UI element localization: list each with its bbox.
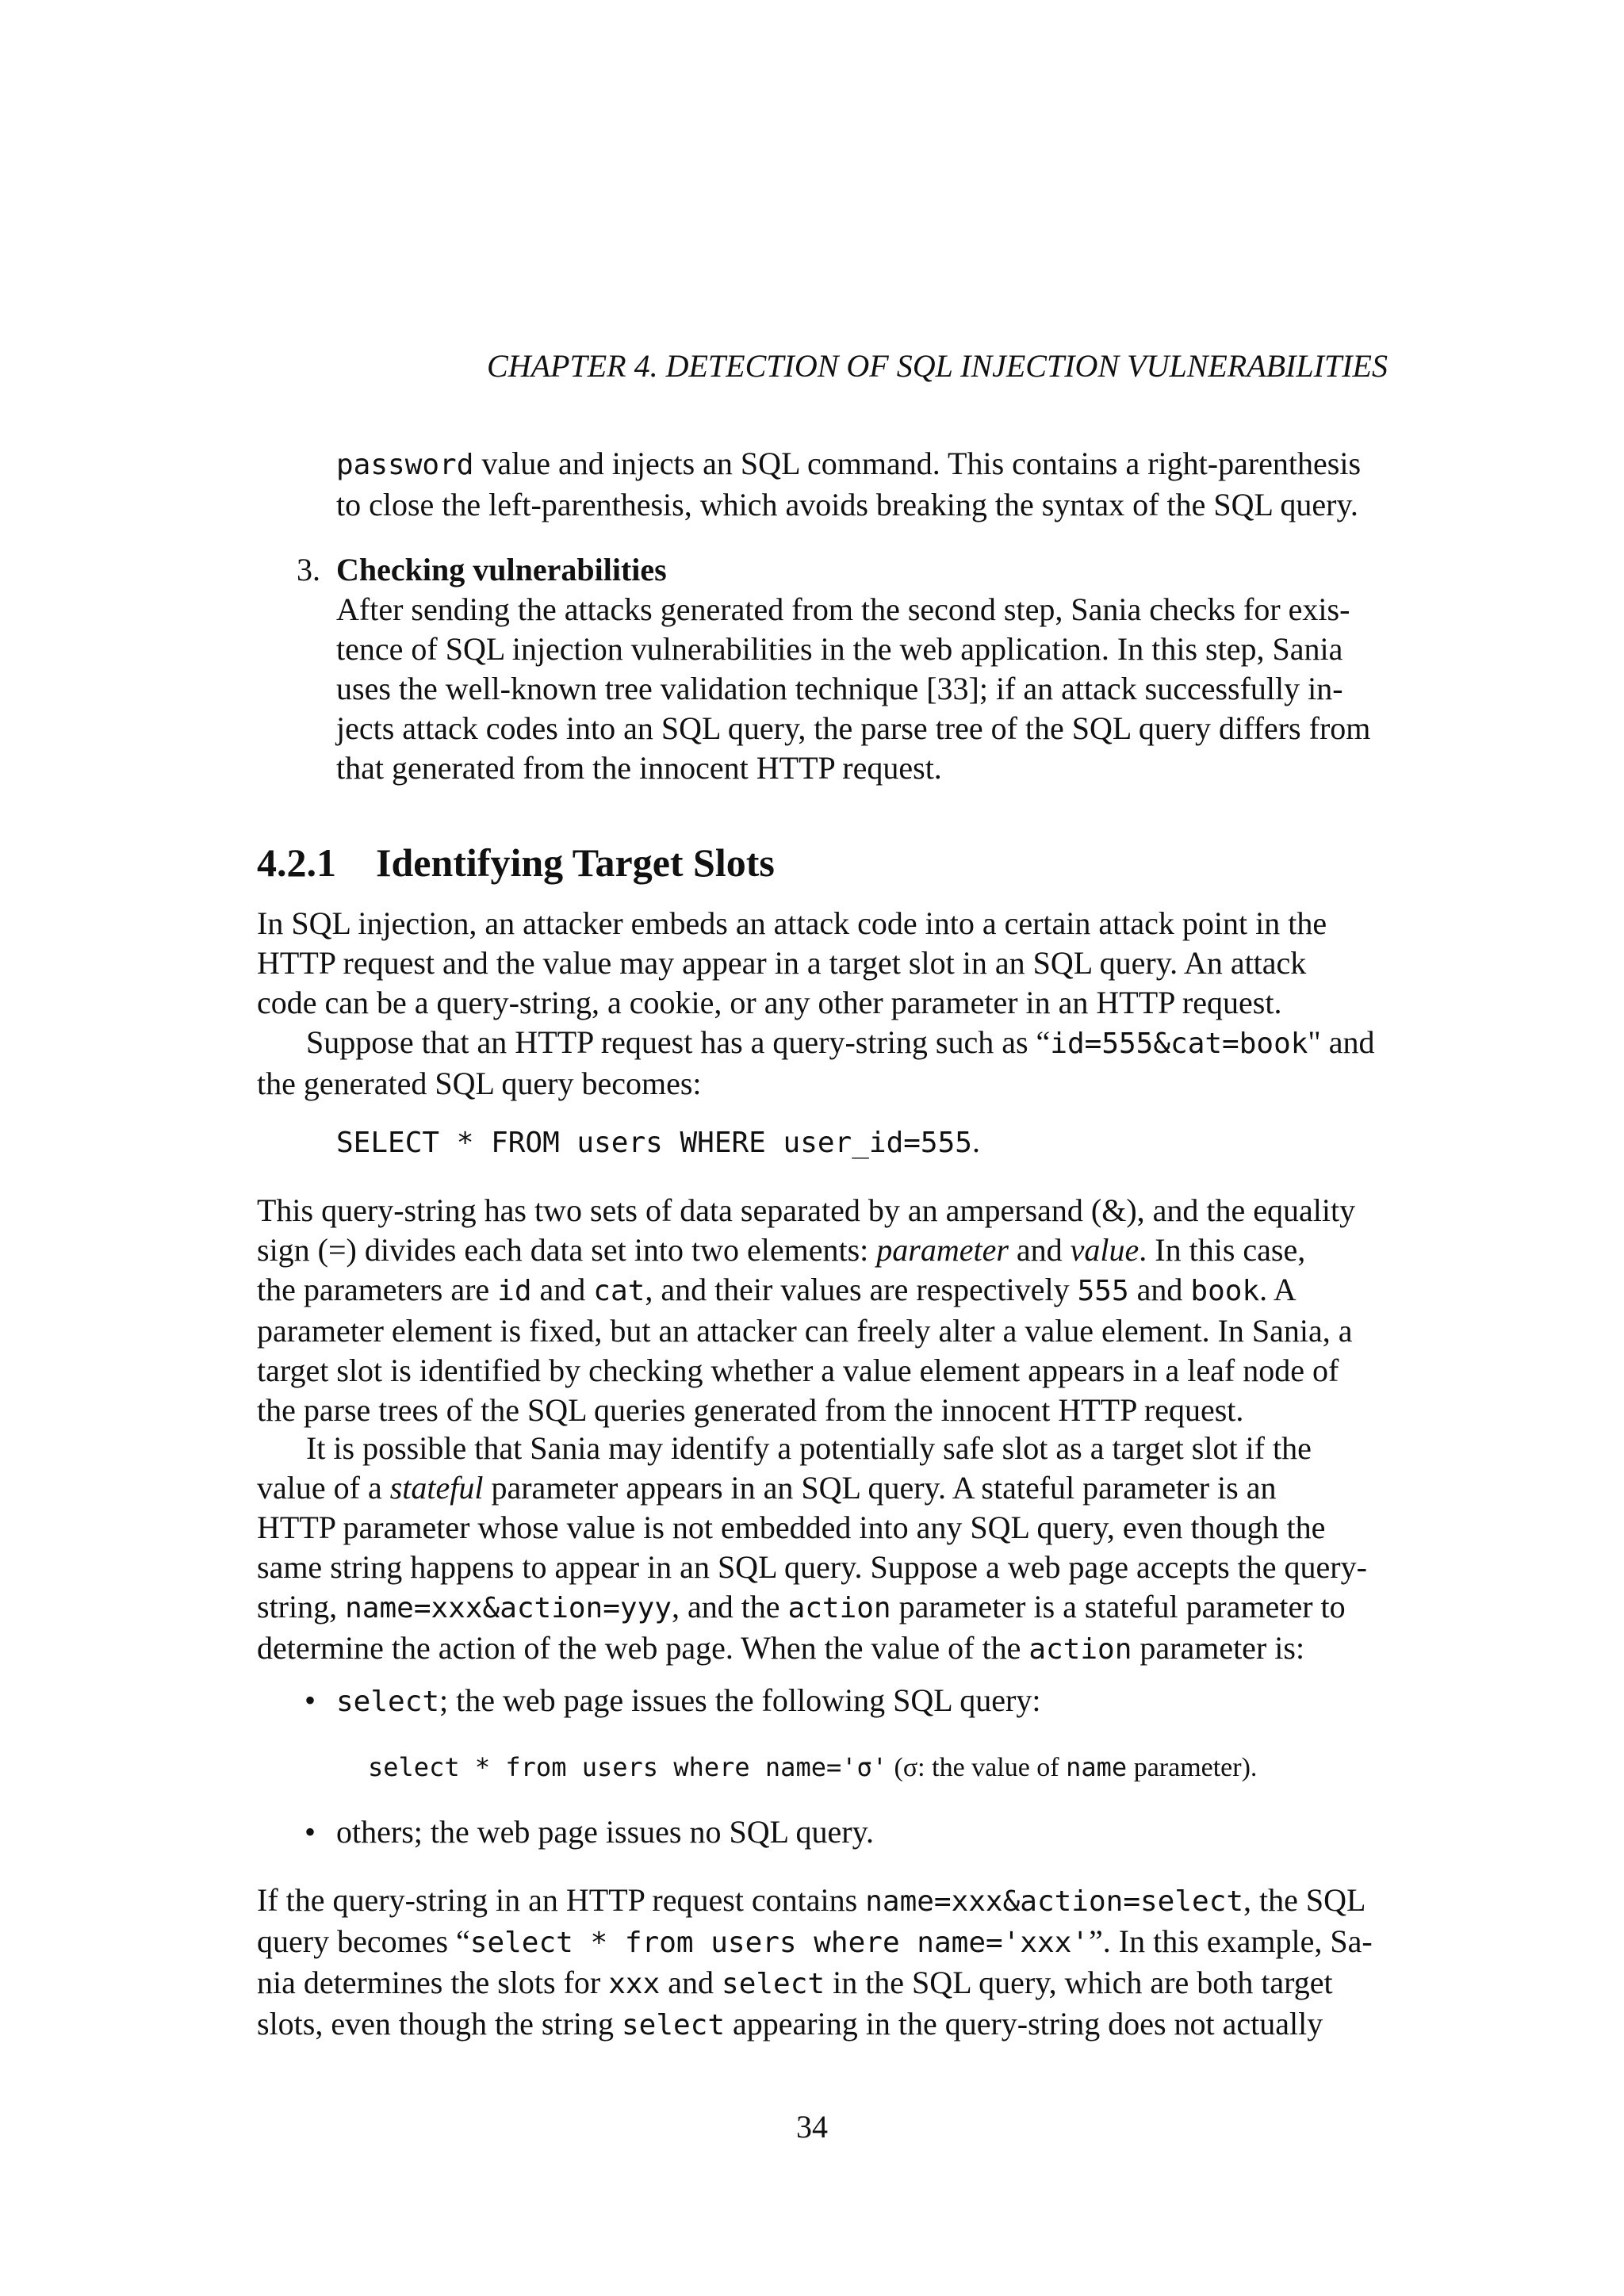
text: and <box>660 1965 722 2000</box>
line: HTTP parameter whose value is not embedded into any SQL query, even though the <box>257 1510 1326 1545</box>
inline-code: xxx <box>608 1968 661 2000</box>
paragraph <box>257 1023 1388 1104</box>
line <box>257 1881 1388 1922</box>
page-number: 34 <box>796 2109 828 2145</box>
line: that generated from the innocent HTTP request. <box>336 750 942 786</box>
list-item-title: Checking vulnerabilities <box>336 552 667 587</box>
line: the parse trees of the SQL queries generated from the innocent HTTP request. <box>257 1392 1244 1428</box>
line: the generated SQL query becomes: <box>257 1066 702 1101</box>
text: " and <box>1308 1024 1375 1060</box>
line <box>257 1023 1388 1064</box>
text: string, <box>257 1589 346 1624</box>
text: , and their values are respectively <box>645 1272 1078 1307</box>
text: , and the <box>671 1589 788 1624</box>
line: It is possible that Sania may identify a potentially safe slot as a target slot if the <box>306 1430 1312 1466</box>
bullet-item-others <box>336 1812 1388 1852</box>
inline-code: name=xxx&action=select <box>865 1885 1244 1918</box>
paragraph <box>257 1881 1388 2045</box>
line: This query-string has two sets of data separated by an ampersand (&), and the equality <box>257 1192 1356 1228</box>
text: (σ: the value of <box>887 1753 1067 1782</box>
paragraph <box>257 1191 1388 1430</box>
line <box>336 1122 1288 1163</box>
inline-code: select <box>621 2009 726 2042</box>
text: sign (=) divides each data set into two elements: <box>257 1232 877 1268</box>
text: parameter is: <box>1132 1630 1305 1666</box>
list-item-number: 3. <box>297 552 320 587</box>
text: and <box>1128 1272 1191 1307</box>
emphasis: parameter <box>876 1232 1009 1268</box>
text: parameter is a stateful parameter to <box>891 1589 1346 1624</box>
inline-code: select <box>722 1968 825 2000</box>
line <box>368 1747 1388 1788</box>
inline-code: action <box>787 1592 891 1624</box>
text: value of a <box>257 1470 390 1506</box>
inline-code: book <box>1190 1275 1260 1307</box>
inline-code: select <box>336 1686 440 1718</box>
bullet-item-select <box>336 1681 1388 1722</box>
inline-code: action <box>1028 1633 1132 1666</box>
line <box>257 1587 1388 1628</box>
line <box>257 1468 1388 1508</box>
emphasis: stateful <box>389 1470 484 1506</box>
line: code can be a query-string, a cookie, or any other parameter in an HTTP request. <box>257 985 1282 1020</box>
display-sql-query <box>336 1122 1288 1163</box>
section-number: 4.2.1 <box>257 840 336 885</box>
inline-code: select * from users where name='xxx' <box>469 1927 1090 1959</box>
inline-code: id=555&cat=book <box>1050 1027 1308 1060</box>
line: target slot is identified by checking whether a value element appears in a leaf node of <box>257 1353 1339 1388</box>
text: and <box>531 1272 594 1307</box>
text: ; the web page issues the following SQL query: <box>439 1682 1041 1718</box>
paragraph <box>257 904 1388 1023</box>
text: Suppose that an HTTP request has a query-string such as “ <box>306 1024 1051 1060</box>
text: in the SQL query, which are both target <box>825 1965 1333 2000</box>
text: and <box>1008 1232 1071 1268</box>
text: . In this case, <box>1139 1232 1306 1268</box>
text: parameter appears in an SQL query. A stateful parameter is an <box>483 1470 1277 1506</box>
line: parameter element is fixed, but an attacker can freely alter a value element. In Sania, a <box>257 1313 1353 1349</box>
item2-continuation <box>336 444 1388 525</box>
inline-code: name=xxx&action=yyy <box>345 1592 672 1624</box>
text: the parameters are <box>257 1272 498 1307</box>
line: uses the well-known tree validation technique [33]; if an attack successfully in- <box>336 671 1343 706</box>
display-sql-query <box>368 1747 1388 1788</box>
inline-code: password <box>336 449 474 481</box>
line: tence of SQL injection vulnerabilities in the web application. In this step, Sania <box>336 631 1343 667</box>
text: query becomes “ <box>257 1923 470 1959</box>
list-item-checking-vulnerabilities <box>336 550 1388 788</box>
line <box>257 1270 1388 1311</box>
line <box>257 2004 1388 2045</box>
line <box>257 1230 1388 1270</box>
line: In SQL injection, an attacker embeds an attack code into a certain attack point in the <box>257 905 1327 941</box>
line <box>257 1963 1388 2004</box>
section-title: Identifying Target Slots <box>376 840 775 885</box>
text: . <box>971 1123 980 1159</box>
line: After sending the attacks generated from the second step, Sania checks for exis- <box>336 591 1350 627</box>
bullet-marker: • <box>304 1682 316 1718</box>
text: value and injects an SQL command. This contains a right-parenthesis <box>473 446 1362 481</box>
line <box>257 1628 1388 1670</box>
emphasis: value <box>1070 1232 1139 1268</box>
bullet-marker: • <box>304 1814 316 1850</box>
text: ”. In this example, Sa- <box>1089 1923 1373 1959</box>
running-head: CHAPTER 4. DETECTION OF SQL INJECTION VULNERABILITIES <box>487 348 1388 384</box>
text: If the query-string in an HTTP request contains <box>257 1882 866 1918</box>
text: . A <box>1259 1272 1297 1307</box>
inline-code: 555 <box>1077 1275 1129 1307</box>
line: to close the left-parenthesis, which avoids breaking the syntax of the SQL query. <box>336 487 1358 522</box>
text: , the SQL <box>1243 1882 1366 1918</box>
inline-code: name <box>1066 1752 1128 1782</box>
line <box>336 1681 1388 1722</box>
section-heading <box>257 839 775 886</box>
text: parameter). <box>1127 1753 1258 1782</box>
line <box>336 444 1388 485</box>
line: HTTP request and the value may appear in a target slot in an SQL query. An attack <box>257 945 1307 981</box>
sql-code: select * from users where name='σ' <box>368 1752 888 1782</box>
line: others; the web page issues no SQL query. <box>336 1814 875 1850</box>
text: slots, even though the string <box>257 2006 622 2042</box>
inline-code: cat <box>593 1275 645 1307</box>
paragraph <box>257 1429 1388 1670</box>
inline-code: id <box>497 1275 532 1307</box>
sql-code: SELECT * FROM users WHERE user_id=555 <box>336 1127 972 1159</box>
line <box>257 1922 1388 1963</box>
line: jects attack codes into an SQL query, the parse tree of the SQL query differs from <box>336 710 1371 746</box>
text: appearing in the query-string does not actually <box>725 2006 1323 2042</box>
line: same string happens to appear in an SQL query. Suppose a web page accepts the query- <box>257 1549 1367 1585</box>
text: determine the action of the web page. When the value of the <box>257 1630 1029 1666</box>
text: nia determines the slots for <box>257 1965 609 2000</box>
